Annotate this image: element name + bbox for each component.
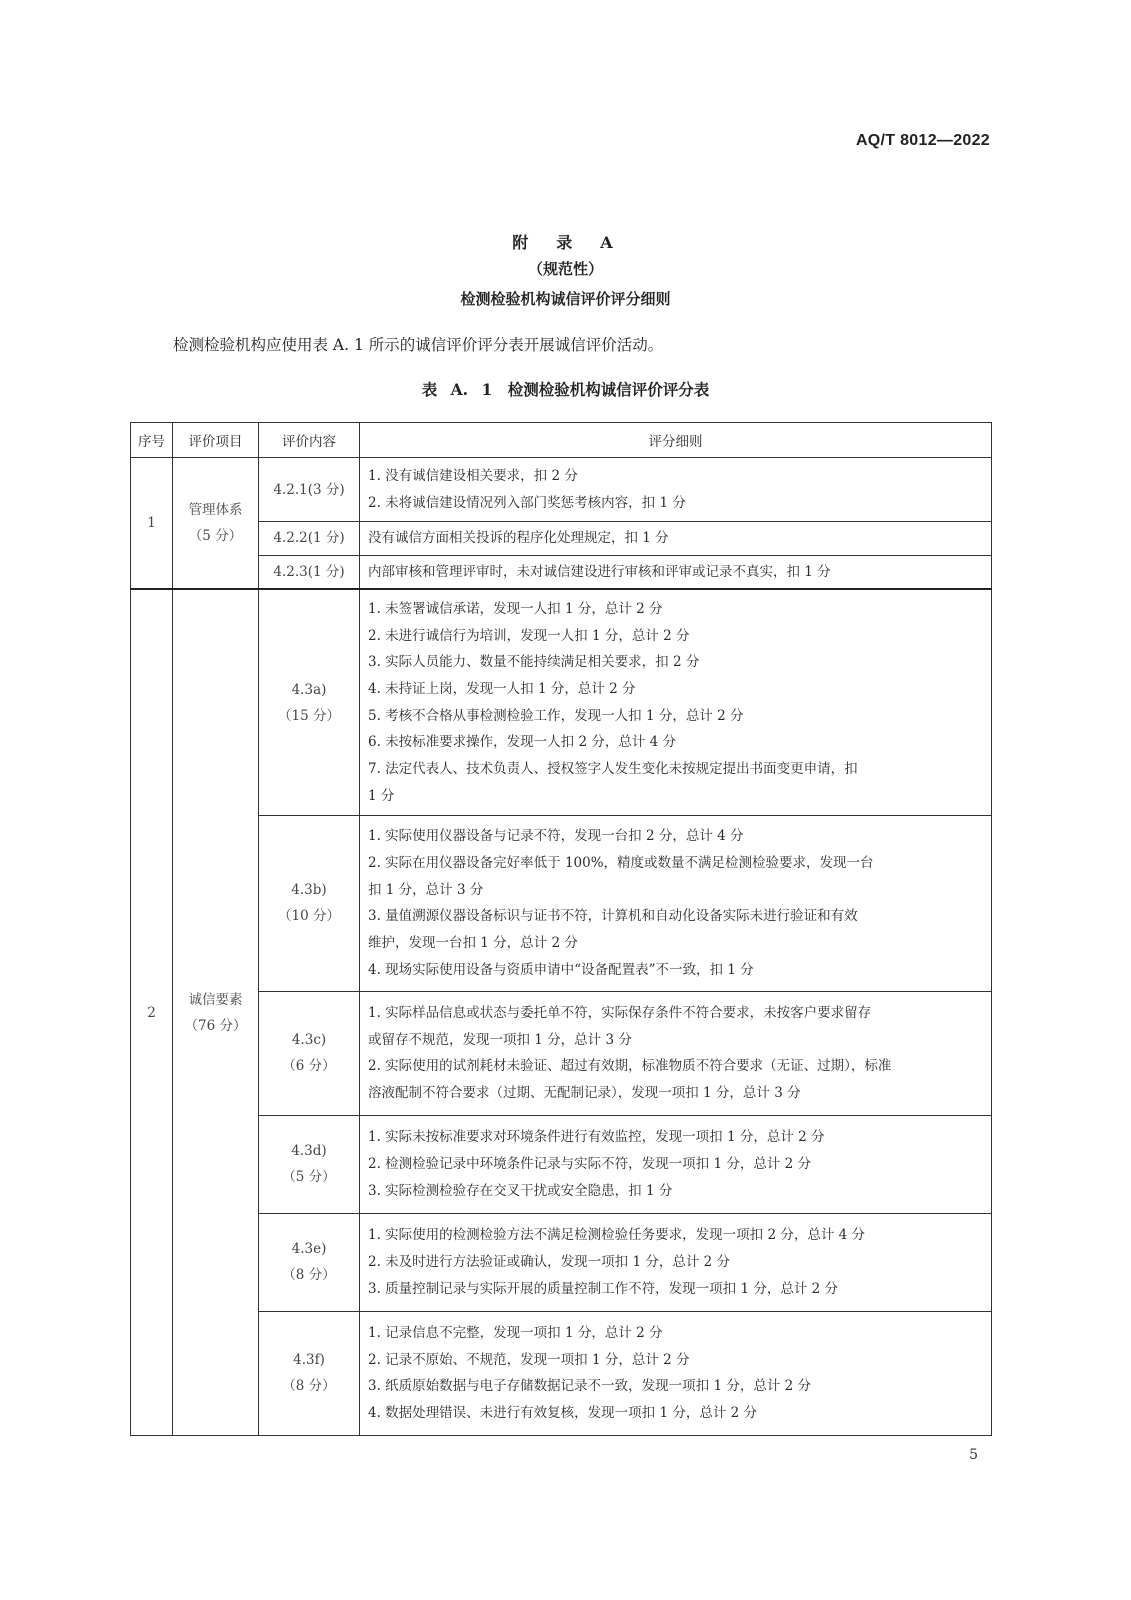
evaluation-content — [259, 458, 360, 522]
annex-title: 附 录 A — [512, 233, 619, 252]
evaluation-item-label: 诚信要素 — [188, 991, 243, 1008]
evaluation-content-clause: 4.2.1(3 分) — [273, 481, 345, 498]
scoring-detail — [360, 1213, 992, 1311]
table-body — [131, 458, 992, 1436]
scoring-detail-line: 1 分 — [368, 787, 395, 804]
row-number: 1 — [131, 458, 173, 590]
evaluation-content-clause: 4.3c) — [291, 1032, 327, 1049]
evaluation-content — [259, 1115, 360, 1213]
annex-name: 检测检验机构诚信评价评分细则 — [460, 290, 671, 308]
evaluation-content-clause: 4.3e) — [291, 1241, 327, 1258]
scoring-detail-line: 6. 未按标准要求操作，发现一人扣 2 分，总计 4 分 — [368, 734, 677, 751]
evaluation-content — [259, 555, 360, 589]
table-row — [131, 991, 992, 1115]
scoring-detail-line: 2. 检测检验记录中环境条件记录与实际不符，发现一项扣 1 分，总计 2 分 — [368, 1156, 812, 1173]
scoring-detail-line: 2. 实际使用的试剂耗材未验证、超过有效期，标准物质不符合要求（无证、过期），标准 — [368, 1058, 892, 1075]
evaluation-content — [259, 522, 360, 556]
scoring-detail-line: 3. 实际检测检验存在交叉干扰或安全隐患，扣 1 分 — [368, 1182, 673, 1199]
scoring-detail-line: 4. 数据处理错误、未进行有效复核，发现一项扣 1 分，总计 2 分 — [368, 1405, 758, 1422]
scoring-detail-line: 维护，发现一台扣 1 分，总计 2 分 — [368, 935, 578, 952]
evaluation-item — [173, 458, 259, 590]
scoring-detail — [360, 1115, 992, 1213]
evaluation-content — [259, 991, 360, 1115]
scoring-detail-line: 1. 实际使用的检测检验方法不满足检测检验任务要求，发现一项扣 2 分，总计 4 分 — [368, 1227, 866, 1244]
intro-paragraph: 检测检验机构应使用表 A. 1 所示的诚信评价评分表开展诚信评价活动。 — [173, 336, 664, 354]
scoring-table — [130, 422, 992, 1436]
header-num: 序号 — [131, 423, 173, 458]
evaluation-content-clause: 4.2.2(1 分) — [273, 530, 345, 547]
evaluation-content-score: （6 分） — [282, 1058, 336, 1075]
scoring-detail — [360, 1311, 992, 1435]
evaluation-content-score: （15 分） — [278, 707, 340, 724]
scoring-detail-line: 溶液配制不符合要求（过期、无配制记录），发现一项扣 1 分，总计 3 分 — [368, 1085, 801, 1102]
scoring-detail-line: 3. 量值溯源仪器设备标识与证书不符，计算机和自动化设备实际未进行验证和有效 — [368, 908, 858, 925]
evaluation-content-score: （10 分） — [278, 908, 340, 925]
scoring-detail-line: 没有诚信方面相关投诉的程序化处理规定，扣 1 分 — [368, 530, 669, 546]
table-row — [131, 589, 992, 815]
scoring-detail-line: 1. 实际使用仪器设备与记录不符，发现一台扣 2 分，总计 4 分 — [368, 828, 744, 845]
table-row — [131, 1213, 992, 1311]
evaluation-content-clause: 4.2.3(1 分) — [273, 564, 345, 581]
header-detail: 评分细则 — [360, 423, 992, 458]
scoring-detail — [360, 589, 992, 815]
scoring-detail — [360, 815, 992, 991]
scoring-detail-line: 2. 未及时进行方法验证或确认，发现一项扣 1 分，总计 2 分 — [368, 1254, 731, 1271]
table-header-row — [131, 423, 992, 458]
evaluation-item-score: （76 分） — [184, 1017, 247, 1034]
annex-type: （规范性） — [527, 260, 603, 278]
scoring-detail-line: 3. 质量控制记录与实际开展的质量控制工作不符，发现一项扣 1 分，总计 2 分 — [368, 1280, 839, 1297]
standard-code: AQ/T 8012—2022 — [855, 132, 990, 149]
scoring-detail — [360, 458, 992, 522]
scoring-detail — [360, 555, 992, 589]
scoring-detail-line: 或留存不规范，发现一项扣 1 分，总计 3 分 — [368, 1031, 632, 1048]
evaluation-item — [173, 589, 259, 1435]
evaluation-content-score: （8 分） — [282, 1267, 336, 1284]
table-row — [131, 1115, 992, 1213]
scoring-detail-line: 1. 没有诚信建设相关要求，扣 2 分 — [368, 467, 578, 484]
scoring-detail-line: 2. 记录不原始、不规范，发现一项扣 1 分，总计 2 分 — [368, 1351, 690, 1368]
table-row — [131, 815, 992, 991]
evaluation-content-clause: 4.3a) — [291, 681, 327, 698]
scoring-detail-line: 2. 实际在用仪器设备完好率低于 100%，精度或数量不满足检测检验要求，发现一台 — [368, 855, 874, 871]
scoring-detail-line: 7. 法定代表人、技术负责人、授权签字人发生变化未按规定提出书面变更申请，扣 — [368, 761, 858, 778]
scoring-detail-line: 内部审核和管理评审时，未对诚信建设进行审核和评审或记录不真实，扣 1 分 — [368, 563, 831, 580]
scoring-detail-line: 2. 未将诚信建设情况列入部门奖惩考核内容，扣 1 分 — [368, 494, 686, 511]
evaluation-content — [259, 815, 360, 991]
scoring-detail-line: 4. 未持证上岗，发现一人扣 1 分，总计 2 分 — [368, 680, 636, 697]
evaluation-content-clause: 4.3d) — [291, 1143, 327, 1160]
table-row — [131, 522, 992, 556]
scoring-detail-line: 3. 实际人员能力、数量不能持续满足相关要求，扣 2 分 — [368, 654, 700, 671]
scoring-detail-line: 1. 实际未按标准要求对环境条件进行有效监控，发现一项扣 1 分，总计 2 分 — [368, 1129, 825, 1146]
header-item: 评价项目 — [173, 423, 259, 458]
scoring-detail — [360, 522, 992, 556]
table-row — [131, 1311, 992, 1435]
evaluation-content-clause: 4.3b) — [291, 882, 327, 899]
evaluation-item-score: （5 分） — [188, 528, 243, 545]
scoring-detail-line: 1. 实际样品信息或状态与委托单不符，实际保存条件不符合要求，未按客户要求留存 — [368, 1005, 872, 1021]
scoring-detail — [360, 991, 992, 1115]
scoring-detail-line: 1. 记录信息不完整，发现一项扣 1 分，总计 2 分 — [368, 1325, 663, 1341]
table-row — [131, 458, 992, 522]
scoring-detail-line: 扣 1 分，总计 3 分 — [368, 881, 484, 898]
evaluation-content — [259, 589, 360, 815]
evaluation-content — [259, 1213, 360, 1311]
evaluation-content-clause: 4.3f) — [293, 1352, 325, 1369]
scoring-detail-line: 2. 未进行诚信行为培训，发现一人扣 1 分，总计 2 分 — [368, 627, 690, 644]
evaluation-item-label: 管理体系 — [188, 502, 243, 519]
scoring-detail-line: 3. 纸质原始数据与电子存储数据记录不一致，发现一项扣 1 分，总计 2 分 — [368, 1378, 812, 1395]
evaluation-content-score: （8 分） — [282, 1378, 336, 1395]
evaluation-content — [259, 1311, 360, 1435]
header-content: 评价内容 — [259, 423, 360, 458]
evaluation-content-score: （5 分） — [282, 1169, 336, 1186]
scoring-detail-line: 5. 考核不合格从事检测检验工作，发现一人扣 1 分，总计 2 分 — [368, 707, 744, 724]
page-number: 5 — [969, 1447, 978, 1463]
table-caption: 表 A. 1 检测检验机构诚信评价评分表 — [421, 380, 710, 399]
row-number: 2 — [131, 589, 173, 1435]
scoring-detail-line: 1. 未签署诚信承诺，发现一人扣 1 分，总计 2 分 — [368, 600, 663, 617]
scoring-detail-line: 4. 现场实际使用设备与资质申请中“设备配置表”不一致，扣 1 分 — [368, 961, 754, 978]
table-row — [131, 555, 992, 589]
